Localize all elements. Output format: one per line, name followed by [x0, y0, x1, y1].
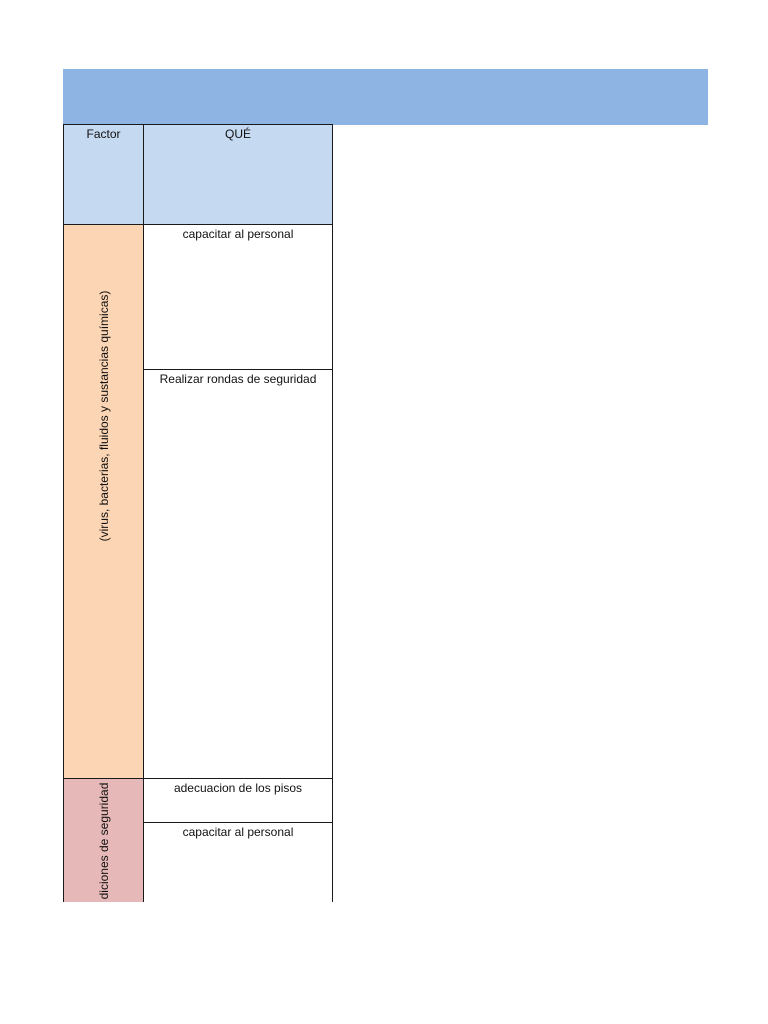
action-cell	[143, 224, 333, 370]
header-banner	[63, 69, 708, 125]
factor-label-biologico: (virus, bacterias, fluidos y sustancias químicas)	[96, 290, 111, 541]
action-cell	[143, 822, 333, 902]
action-cell	[143, 369, 333, 779]
factor-label-seguridad: diciones de seguridad	[96, 782, 111, 899]
column-header-factor	[63, 124, 144, 225]
action-text: capacitar al personal	[182, 825, 294, 839]
column-header-factor-label: Factor	[86, 127, 121, 141]
action-text: Realizar rondas de seguridad	[159, 372, 317, 386]
action-cell	[143, 778, 333, 823]
action-text: capacitar al personal	[182, 227, 294, 241]
column-header-que-label: QUÉ	[224, 127, 251, 141]
factor-cell-seguridad	[63, 778, 144, 902]
factor-cell-biologico	[63, 224, 144, 779]
action-text: adecuacion de los pisos	[173, 781, 303, 795]
column-header-que	[143, 124, 333, 225]
